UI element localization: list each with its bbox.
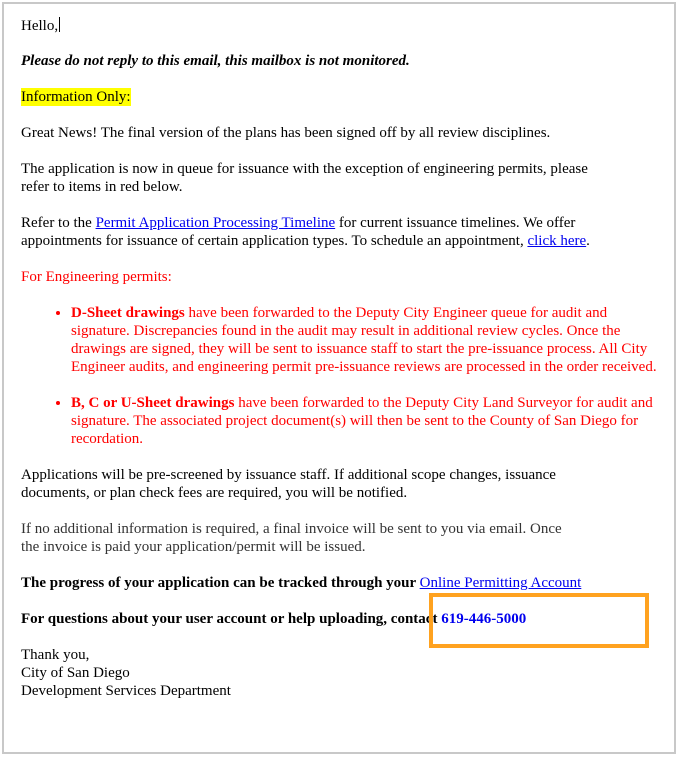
no-reply-notice: Please do not reply to this email, this mailbox is not monitored. bbox=[21, 53, 410, 69]
prescreen-paragraph: Applications will be pre-screened by issuance staff. If additional scope changes, issuance documents, or plan check fees are required, you will be notified. bbox=[21, 467, 556, 501]
info-only-row bbox=[21, 88, 661, 106]
engineering-list bbox=[21, 304, 661, 448]
email-body bbox=[21, 17, 661, 700]
phone-number: 619-446-5000 bbox=[441, 611, 527, 627]
list-item-bcu-sheet: • B, C or U-Sheet drawings have been forwarded to the Deputy City Land Surveyor for audit and signature. The associated project document(s) will then be sent to the County of San Diego for recordation. bbox=[71, 394, 661, 448]
engineering-heading: For Engineering permits: bbox=[21, 269, 172, 285]
signature: Thank you, City of San Diego Development Services Department bbox=[21, 647, 231, 699]
timeline-link[interactable]: Permit Application Processing Timeline bbox=[95, 215, 336, 231]
online-permitting-account-link[interactable]: Online Permitting Account bbox=[419, 575, 582, 591]
great-news-paragraph: Great News! The final version of the plans has been signed off by all review disciplines. bbox=[21, 125, 551, 141]
questions-paragraph: For questions about your user account or help uploading, contact 619-446-5000 bbox=[21, 611, 527, 627]
click-here-link[interactable]: click here bbox=[527, 233, 587, 249]
text-cursor bbox=[59, 17, 60, 32]
queue-paragraph: The application is now in queue for issuance with the exception of engineering permits, please refer to items in red below. bbox=[21, 161, 588, 195]
timeline-paragraph: Refer to the Permit Application Processing Timeline for current issuance timelines. We offer appointments for issuance of certain application types. To schedule an appointment, click here. bbox=[21, 215, 590, 249]
info-only-label: Information Only: bbox=[21, 89, 131, 105]
progress-paragraph: The progress of your application can be tracked through your Online Permitting Account bbox=[21, 575, 582, 591]
invoice-paragraph: If no additional information is required, a final invoice will be sent to you via email. Once the invoice is paid your application/permit will be issued. bbox=[21, 521, 562, 555]
list-item-d-sheet: • D-Sheet drawings have been forwarded to the Deputy City Engineer queue for audit and signature. Discrepancies found in the audit may result in additional review cycles. Once the drawings are signed, they will be sent to issuance staff to start the pre-issuance process. All City Engineer audits, and engineering permit pre-issuance reviews are processed in the order received. bbox=[71, 304, 661, 376]
greeting: Hello, bbox=[21, 18, 59, 34]
